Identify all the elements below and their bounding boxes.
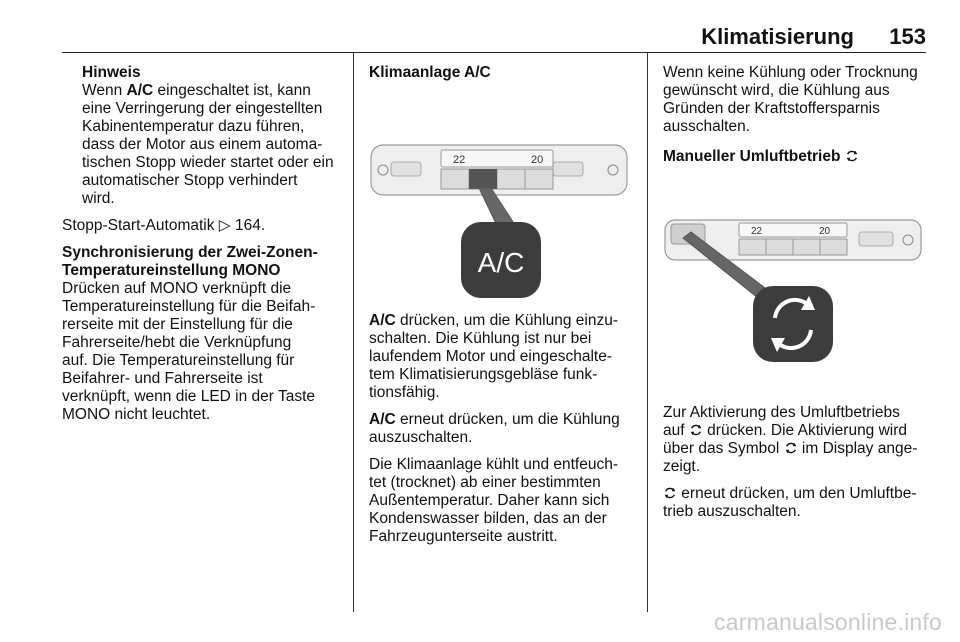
recirculation-para-1-line: Zur Aktivierung des Umluftbetriebs — [663, 404, 900, 421]
header-rule — [62, 52, 926, 53]
ac-para-1-line: tem Klimatisierungsgebläse funk- — [369, 366, 598, 383]
panel-temp-right: 20 — [531, 154, 544, 166]
col3-para-1-line: Wenn keine Kühlung oder Trocknung — [663, 64, 918, 81]
recirculation-icon — [663, 486, 677, 500]
ac-para-1-line: schalten. Die Kühlung ist nur bei — [369, 330, 592, 347]
ac-para-1-line: laufendem Motor und eingeschalte- — [369, 348, 612, 365]
recirculation-para-2-line — [663, 485, 933, 503]
footer-watermark: carmanualsonline.info — [714, 609, 942, 635]
ac-para-3-line: tet (trocknet) ab einer bestimmten — [369, 474, 601, 491]
ac-symbol: A/C — [369, 312, 396, 329]
sync-line: Temperatureinstellung für die Beifah- — [62, 298, 316, 315]
recirculation-para-1-line — [663, 440, 933, 458]
note-line: tischen Stopp wieder startet oder ein — [82, 154, 334, 171]
page-number: 153 — [889, 24, 926, 49]
ac-panel-illustration — [369, 90, 631, 312]
note-pre: Wenn — [82, 82, 127, 99]
note-ac-symbol: A/C — [126, 82, 154, 99]
recirculation-panel-figure — [663, 176, 925, 404]
ac-para-1-line-0: drücken, um die Kühlung einzu- — [395, 312, 619, 329]
column-divider-2 — [647, 52, 648, 612]
recirculation-icon — [784, 441, 798, 455]
text-fragment: im Display ange- — [797, 440, 918, 457]
sync-line: rerseite mit der Einstellung für die — [62, 316, 293, 333]
ac-control-panel-figure — [369, 90, 631, 312]
recirculation-para-1-line: zeigt. — [663, 458, 701, 475]
panel-temp-left: 22 — [751, 226, 763, 237]
col3-para-1-line: gewünscht wird, die Kühlung aus — [663, 82, 890, 99]
ac-para-3-line: Fahrzeugunterseite austritt. — [369, 528, 558, 545]
text-fragment: drücken. Die Aktivierung wird — [702, 422, 908, 439]
ac-para-2-line: auszuschalten. — [369, 429, 473, 446]
note-line — [82, 82, 347, 100]
reference-page: 164. — [230, 217, 266, 234]
text-fragment: auf — [663, 422, 689, 439]
note-line: Kabinentemperatur dazu führen, — [82, 118, 305, 135]
ac-para-3-line: Kondenswasser bilden, das an der — [369, 510, 607, 527]
sync-heading-line-1: Synchronisierung der Zwei-Zonen- — [62, 244, 318, 261]
ac-heading: Klimaanlage A/C — [369, 64, 491, 81]
page-title: Klimatisierung — [701, 24, 854, 49]
column-3 — [663, 64, 933, 521]
note-line-0: eingeschaltet ist, kann — [153, 82, 311, 99]
cross-reference[interactable] — [62, 217, 347, 235]
ac-para-2-line-0: erneut drücken, um die Kühlung — [395, 411, 620, 428]
panel-temp-left: 22 — [453, 154, 466, 166]
panel-temp-right: 20 — [819, 226, 831, 237]
recirculation-heading — [663, 148, 933, 166]
column-2 — [369, 64, 639, 546]
recirculation-para-1-line — [663, 422, 933, 440]
recirculation-heading-text: Manueller Umluftbetrieb — [663, 148, 845, 165]
reference-arrow-icon: ▷ — [218, 217, 231, 234]
recirculation-para-2-line: trieb auszuschalten. — [663, 503, 801, 520]
ac-para-2-line — [369, 411, 639, 429]
ac-button-label: A/C — [477, 247, 525, 278]
sync-line: MONO nicht leuchtet. — [62, 406, 211, 423]
recirculation-panel-illustration — [663, 176, 925, 404]
sync-heading-line-2: Temperatureinstellung MONO — [62, 262, 281, 279]
text-fragment: erneut drücken, um den Umluftbe- — [677, 485, 917, 502]
column-divider-1 — [353, 52, 354, 612]
note-heading: Hinweis — [82, 64, 141, 81]
recirculation-icon — [689, 423, 703, 437]
sync-line: auf. Die Temperatureinstellung für — [62, 352, 295, 369]
sync-line: Beifahrer- und Fahrerseite ist — [62, 370, 263, 387]
note-block — [62, 64, 347, 208]
page-header — [62, 24, 926, 52]
recirculation-icon — [845, 149, 859, 163]
note-line: automatischer Stopp verhindert — [82, 172, 298, 189]
reference-text: Stopp-Start-Automatik — [62, 217, 219, 234]
note-line: wird. — [82, 190, 115, 207]
ac-para-3-line: Die Klimaanlage kühlt und entfeuch- — [369, 456, 619, 473]
ac-para-3-line: Außentemperatur. Daher kann sich — [369, 492, 610, 509]
text-fragment: über das Symbol — [663, 440, 784, 457]
ac-para-1-line: tionsfähig. — [369, 384, 440, 401]
ac-symbol: A/C — [369, 411, 396, 428]
col3-para-1-line: ausschalten. — [663, 118, 751, 135]
sync-line: Drücken auf MONO verknüpft die — [62, 280, 292, 297]
col3-para-1-line: Gründen der Kraftstoffersparnis — [663, 100, 880, 117]
sync-line: Fahrerseite/hebt die Verknüpfung — [62, 334, 292, 351]
sync-line: verknüpft, wenn die LED in der Taste — [62, 388, 316, 405]
note-line: dass der Motor aus einem automa- — [82, 136, 323, 153]
column-1 — [62, 64, 347, 424]
ac-para-1-line — [369, 312, 639, 330]
note-line: eine Verringerung der eingestellten — [82, 100, 323, 117]
